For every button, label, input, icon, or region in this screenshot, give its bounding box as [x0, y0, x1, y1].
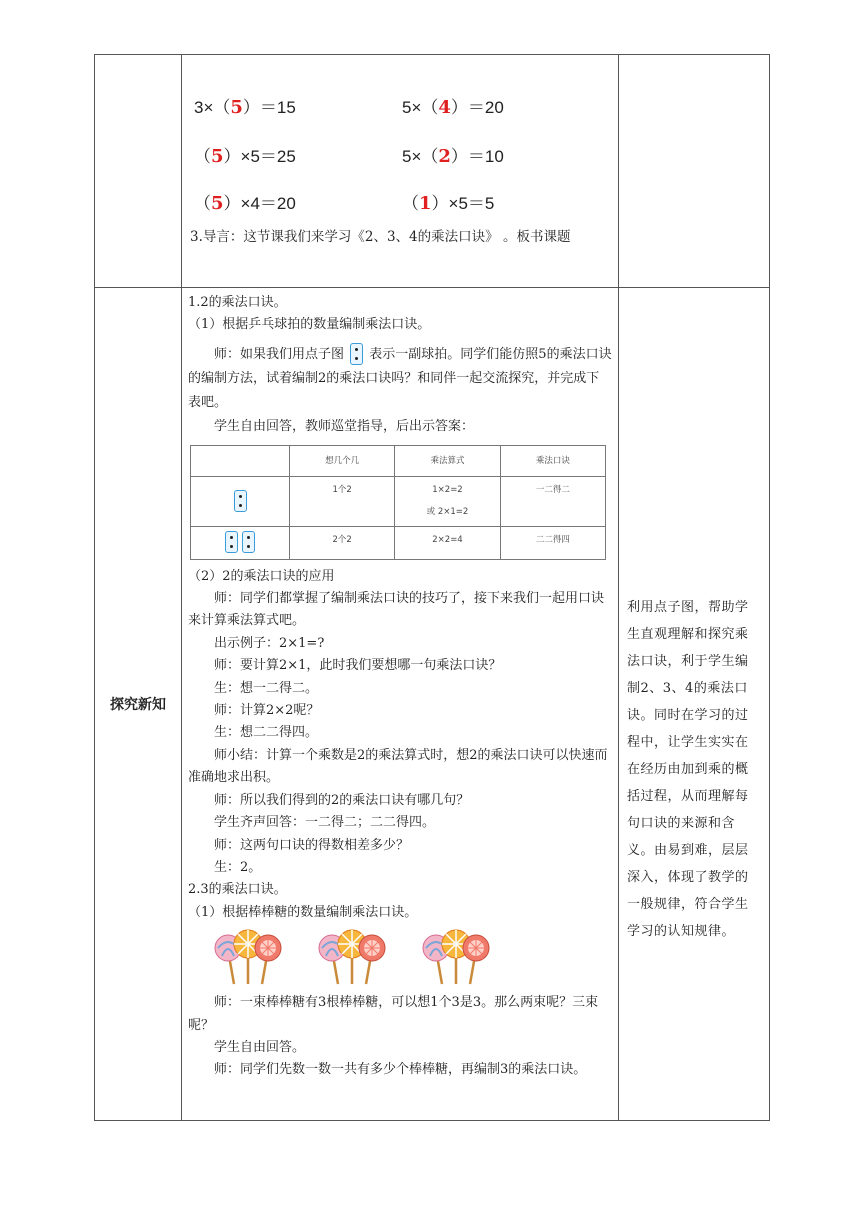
intro-text: 3.导言：这节课我们来学习《2、3、4的乘法口诀》 。板书课题 — [190, 229, 571, 245]
table-cell: 1×2=2 或 2×1=2 — [395, 476, 500, 526]
content-paragraph: 师：同学们先数一数一共有多少个棒棒糖，再编制3的乘法口诀。 — [214, 1062, 587, 1078]
dot-card-icon — [234, 490, 247, 512]
section-label: 探究新知 — [95, 288, 182, 1121]
content-line: 师：所以我们得到的2的乘法口诀有哪几句？ — [214, 792, 470, 808]
table-cell: 1个2 — [290, 476, 395, 526]
table-cell: 一二得二 — [500, 476, 605, 526]
equation: （5）×4＝20 — [194, 193, 296, 214]
content-paragraph: 师小结：计算一个乘数是2的乘法算式时，想2的乘法口诀可以快速而准确地求出积。 — [188, 747, 608, 786]
table-cell — [191, 526, 290, 559]
content-line: 师：要计算2×1，此时我们要想哪一句乘法口诀？ — [214, 658, 502, 674]
content-line: 学生齐声回答：一二得二；二二得四。 — [214, 815, 436, 831]
content-line: 生：2。 — [214, 859, 262, 875]
equation: （5）×5＝25 — [194, 146, 296, 167]
table-cell — [191, 476, 290, 526]
table-cell: 2个2 — [290, 526, 395, 559]
lesson-plan-table — [94, 54, 770, 1121]
content-cell — [182, 288, 619, 1121]
table-header: 乘法算式 — [395, 445, 500, 476]
content-line: 生：想一二得二。 — [214, 680, 319, 696]
table-header: 想几个几 — [290, 445, 395, 476]
equation: 3×（5）＝15 — [194, 97, 296, 118]
teaching-note: 利用点子图，帮助学生直观理解和探究乘法口诀，利于学生编制2、3、4的乘法口诀。同时在学习的过程中，让学生实实在在经历由加到乘的概括过程，从而理解每句口诀的来源和含义。由易到难，层层深入，体现了教学的一般规律，符合学生学习的认知规律。 — [627, 600, 749, 939]
content-paragraph: 师：同学们都掌握了编制乘法口诀的技巧了，接下来我们一起用口诀来计算乘法算式吧。 — [188, 591, 605, 629]
lollipop-illustration — [188, 928, 612, 988]
table-cell: 二二得四 — [500, 526, 605, 559]
content-line: 师：计算2×2呢？ — [214, 703, 320, 719]
content-line: 出示例子：2×1=? — [214, 635, 325, 651]
warmup-cell — [182, 55, 619, 288]
content-line: 学生自由回答。 — [214, 1039, 306, 1055]
empty-note-cell — [619, 55, 770, 288]
content-line: 1.2的乘法口诀。 — [188, 295, 287, 310]
table-cell: 2×2=4 — [395, 526, 500, 559]
content-line: （1）根据棒棒糖的数量编制乘法口诀。 — [188, 904, 418, 920]
note-cell — [619, 288, 770, 1121]
lollipop-bunches-icon — [188, 928, 608, 988]
dot-card-icon — [225, 531, 238, 553]
content-line: 2.3的乘法口诀。 — [188, 882, 287, 898]
content-line: 学生自由回答，教师巡堂指导，后出示答案： — [214, 418, 475, 434]
content-line: （2）2的乘法口诀的应用 — [188, 568, 335, 584]
equation: 5×（4）＝20 — [402, 97, 504, 118]
dot-card-icon — [350, 343, 363, 365]
content-line: 师：这两句口诀的得数相差多少？ — [214, 837, 410, 853]
table-header — [191, 445, 290, 476]
multiplication-table — [190, 445, 606, 560]
content-paragraph: 师：一束棒棒糖有3根棒棒糖，可以想1个3是3。那么两束呢？三束呢？ — [188, 995, 599, 1033]
empty-label-cell — [95, 55, 182, 288]
equation: （1）×5＝5 — [402, 193, 495, 214]
dot-card-icon — [242, 531, 255, 553]
content-paragraph: 师：如果我们用点子图 表示一副球拍。同学们能仿照5的乘法口诀的编制方法，试着编制2的乘法口诀吗？和同伴一起交流探究，并完成下表吧。 — [188, 343, 612, 415]
content-line: 生：想二二得四。 — [214, 725, 319, 741]
equation: 5×（2）＝10 — [402, 146, 504, 167]
content-line: （1）根据乒乓球拍的数量编制乘法口诀。 — [188, 317, 431, 333]
table-header: 乘法口诀 — [500, 445, 605, 476]
